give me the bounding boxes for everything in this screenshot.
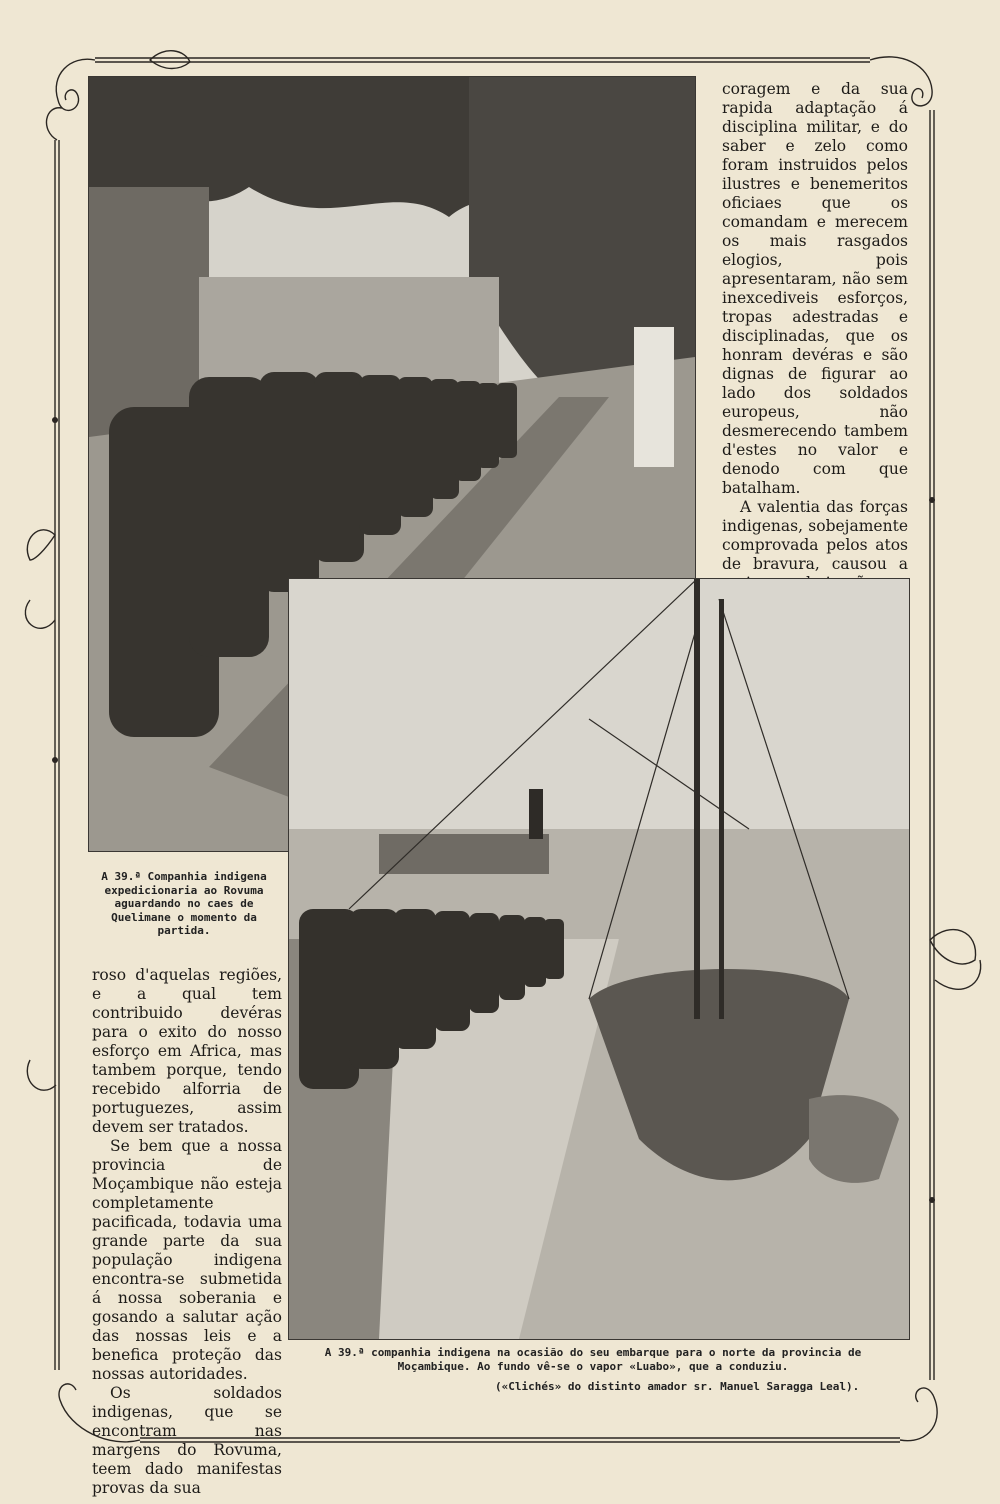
article-paragraph: roso d'aquelas regiões, e a qual tem contribuido devéras para o exito do nosso esforço em Africa, mas tambem porque, tendo recebido alforria de portuguezes, assim devem ser tratados. xyxy=(92,966,282,1136)
article-paragraph: A valentia das forças indigenas, sobejamente comprovada pelos atos de bravura, causou a xyxy=(722,498,908,573)
photo-embarkation-image xyxy=(289,579,909,1339)
photo-bottom-caption: A 39.ª companhia indigena na ocasião do seu embarque para o norte da provincia de Moçambique. Ao fundo vê-se o vapor «Luabo», que a conduziu. xyxy=(324,1346,862,1373)
article-paragraph: Os soldados indigenas, que se encontram nas margens do Rovuma, teem dado manifestas provas da sua xyxy=(92,1384,282,1497)
article-paragraph: Se bem que a nossa provincia de Moçambique não esteja completamente pacificada, todavia uma grande parte da sua população indigena encontra-se submetida á nossa soberania e gosando a salutar ação das nossas leis e a benefica proteção das nossas autoridades. xyxy=(92,1137,282,1383)
article-paragraph: coragem e da sua rapida adaptação á disciplina militar, e do saber e zelo como foram instruidos pelos ilustres e benemeritos oficiaes que os comandam e merecem os mais rasgados elogios, pois apresentaram, não sem inexcediveis esforços, tropas adestradas e disciplinadas, que os honram devéras e são dignas de figurar ao lado dos soldados europeus, não desmerecendo tambem d'estes no valor e denodo com que batalham. xyxy=(722,80,908,497)
photo-credit: («Clichés» do distinto amador sr. Manuel Saragga Leal). xyxy=(495,1380,860,1393)
article-left-column xyxy=(92,966,282,1498)
photo-embarkation xyxy=(288,578,910,1340)
photo-top-caption: A 39.ª Companhia indigena expedicionaria ao Rovuma aguardando no caes de Quelimane o momento da partida. xyxy=(101,870,267,937)
